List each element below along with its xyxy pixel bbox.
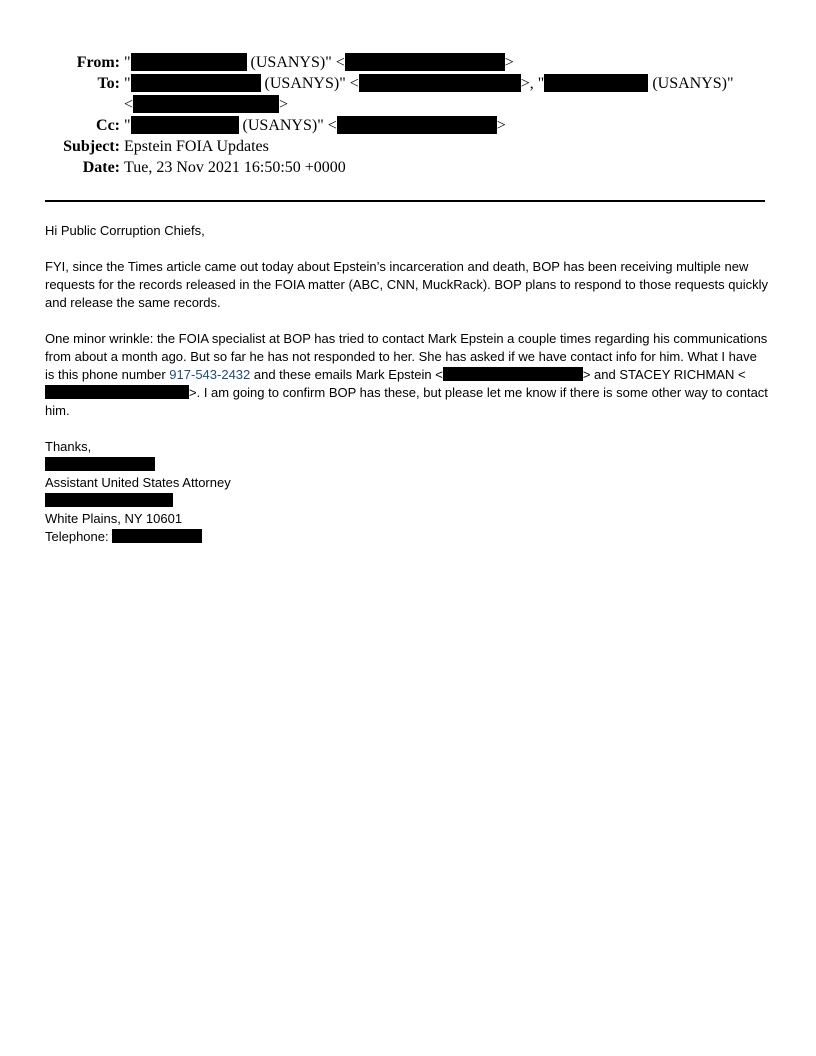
to-org-text: (USANYS)"	[648, 75, 734, 92]
redacted-email	[133, 95, 279, 113]
subject-value: Epstein FOIA Updates	[124, 138, 269, 155]
signature-title: Assistant United States Attorney	[45, 475, 231, 490]
quote-text: "	[124, 75, 131, 92]
redacted-email	[443, 367, 583, 381]
cc-row	[0, 115, 816, 136]
redacted-name	[131, 74, 261, 92]
paragraph-2-text: > and STACEY RICHMAN <	[582, 367, 746, 382]
phone-link[interactable]: 917-543-2432	[169, 367, 251, 382]
paragraph-2-text: and these emails Mark Epstein <	[250, 367, 443, 382]
email-header	[0, 52, 816, 178]
bracket-text: >	[496, 117, 506, 134]
redacted-name	[131, 53, 247, 71]
quote-text: "	[124, 54, 131, 71]
cc-value	[124, 115, 506, 136]
bracket-text: >	[504, 54, 514, 71]
telephone-label: Telephone:	[45, 529, 113, 544]
paragraph-2	[45, 330, 769, 420]
redacted-email	[45, 385, 189, 399]
redacted-email	[359, 74, 521, 92]
signature-name-line	[45, 456, 769, 474]
to-org-text: (USANYS)" <	[260, 75, 359, 92]
paragraph-1: FYI, since the Times article came out today about Epstein’s incarceration and death, BOP has been receiving multiple new requests for the records released in the FOIA matter (ABC, CNN, MuckRack). BOP plans to respond to those requests quickly and release the same records.	[45, 259, 769, 310]
from-value	[124, 52, 514, 73]
subject-row	[0, 136, 816, 157]
to-value-continued	[124, 94, 288, 115]
date-row	[0, 157, 816, 178]
signature-telephone	[45, 528, 769, 546]
redacted-name	[45, 457, 155, 471]
redacted-name	[131, 116, 239, 134]
to-label: To:	[97, 75, 120, 92]
signoff: Thanks,	[45, 439, 92, 454]
cc-org-text: (USANYS)" <	[238, 117, 337, 134]
signature-city: White Plains, NY 10601	[45, 511, 183, 526]
to-row	[0, 73, 816, 94]
quote-text: "	[124, 117, 131, 134]
greeting: Hi Public Corruption Chiefs,	[45, 223, 205, 238]
to-row-continued	[0, 94, 816, 115]
to-value	[124, 73, 734, 94]
email-body	[45, 222, 769, 546]
to-separator-text: >, "	[520, 75, 545, 92]
from-row	[0, 52, 816, 73]
redacted-name	[544, 74, 648, 92]
bracket-text: >	[279, 96, 289, 113]
redacted-address	[45, 493, 173, 507]
paragraph-2-text: >. I am going to confirm BOP has these, but please let me know if there is some other way to contact him.	[45, 385, 768, 418]
paragraph-2-text: One minor wrinkle: the FOIA specialist at BOP has tried to contact Mark Epstein a couple times regarding his communications from about a month ago. But so far he has not responded to her. She has asked if we have contact info for him. What I have is this phone number	[45, 331, 768, 382]
date-value: Tue, 23 Nov 2021 16:50:50 +0000	[124, 159, 346, 176]
signature-address-line	[45, 492, 769, 510]
date-label: Date:	[82, 159, 120, 176]
redacted-phone	[112, 529, 202, 543]
subject-label: Subject:	[63, 138, 120, 155]
redacted-email	[345, 53, 505, 71]
cc-label: Cc:	[96, 117, 120, 134]
redacted-email	[337, 116, 497, 134]
header-divider	[45, 200, 765, 202]
from-org-text: (USANYS)" <	[246, 54, 345, 71]
bracket-text: <	[124, 96, 134, 113]
from-label: From:	[76, 54, 120, 71]
